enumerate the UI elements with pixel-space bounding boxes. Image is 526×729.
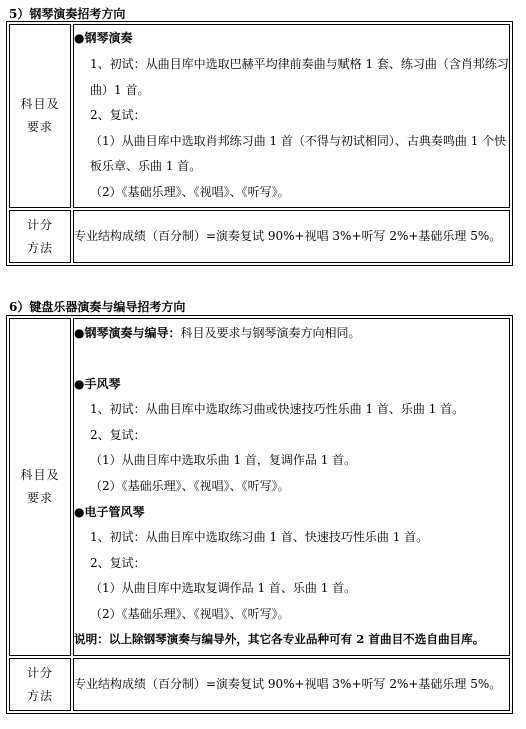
piano-direction-line: [74, 321, 509, 347]
requirements-label: [9, 24, 71, 208]
accordion-retest-item-2: （2）《基础乐理》、《视唱》、《听写》。: [90, 478, 290, 493]
label-line-1: 计分: [26, 665, 53, 680]
retest-heading: 2、复试：: [90, 108, 146, 123]
scoring-formula: 专业结构成绩（百分制）=演奏复试 90%+视唱 3%+听写 2%+基础乐理 5%。: [74, 228, 502, 243]
label-line-1: 计分: [26, 217, 53, 232]
scoring-content: [73, 658, 510, 711]
retest-item-1: （1）从曲目库中选取肖邦练习曲 1 首（不得与初试相同）、古典奏鸣曲 1 个快板乐章、乐曲 1 首。: [90, 133, 507, 174]
organ-retest-heading: 2、复试：: [90, 555, 146, 570]
preliminary-exam: 1、初试：从曲目库中选取巴赫平均律前奏曲与赋格 1 套、练习曲（含肖邦练习曲）1 首。: [90, 57, 509, 97]
section-5-table: [6, 21, 513, 266]
piano-heading: ●钢琴演奏: [74, 31, 133, 46]
requirements-label: [9, 318, 71, 656]
label-line-1: 科目及: [20, 468, 60, 482]
organ-retest-item-2: （2）《基础乐理》、《视唱》、《听写》。: [90, 606, 290, 621]
accordion-retest-item-1: （1）从曲目库中选取乐曲 1 首，复调作品 1 首。: [90, 453, 357, 468]
section-6-table: [6, 315, 513, 714]
organ-preliminary: 1、初试：从曲目库中选取练习曲 1 首、快速技巧性乐曲 1 首。: [90, 530, 429, 545]
note: 说明：以上除钢琴演奏与编导外，其它各专业品种可有 2 首曲目不选自曲目库。: [74, 632, 485, 647]
requirements-content: [73, 24, 510, 208]
section-6-title: 6）键盘乐器演奏与编导招考方向: [9, 300, 186, 314]
accordion-preliminary: 1、初试：从曲目库中选取练习曲或快速技巧性乐曲 1 首、乐曲 1 首。: [90, 402, 465, 417]
piano-direction-heading: ●钢琴演奏与编导：: [74, 325, 181, 340]
label-line-2: 方法: [26, 688, 53, 703]
piano-direction-text: 科目及要求与钢琴演奏方向相同。: [180, 325, 361, 340]
requirements-content: [73, 318, 510, 656]
accordion-heading: ●手风琴: [74, 376, 121, 391]
label-line-2: 要求: [26, 491, 53, 505]
spacer: [74, 347, 509, 372]
accordion-retest-heading: 2、复试：: [90, 427, 146, 442]
electronic-organ-heading: ●电子管风琴: [74, 504, 145, 519]
scoring-content: [73, 210, 510, 263]
scoring-label: [9, 658, 71, 711]
retest-item-2: （2）《基础乐理》、《视唱》、《听写》。: [90, 184, 290, 199]
label-line-1: 科目及: [20, 97, 60, 111]
label-line-2: 方法: [26, 240, 53, 255]
section-5-title: 5）钢琴演奏招考方向: [9, 7, 126, 21]
scoring-formula: 专业结构成绩（百分制）=演奏复试 90%+视唱 3%+听写 2%+基础乐理 5%。: [74, 676, 502, 691]
label-line-2: 要求: [26, 120, 53, 134]
scoring-label: [9, 210, 71, 263]
organ-retest-item-1: （1）从曲目库中选取复调作品 1 首、乐曲 1 首。: [90, 581, 357, 596]
